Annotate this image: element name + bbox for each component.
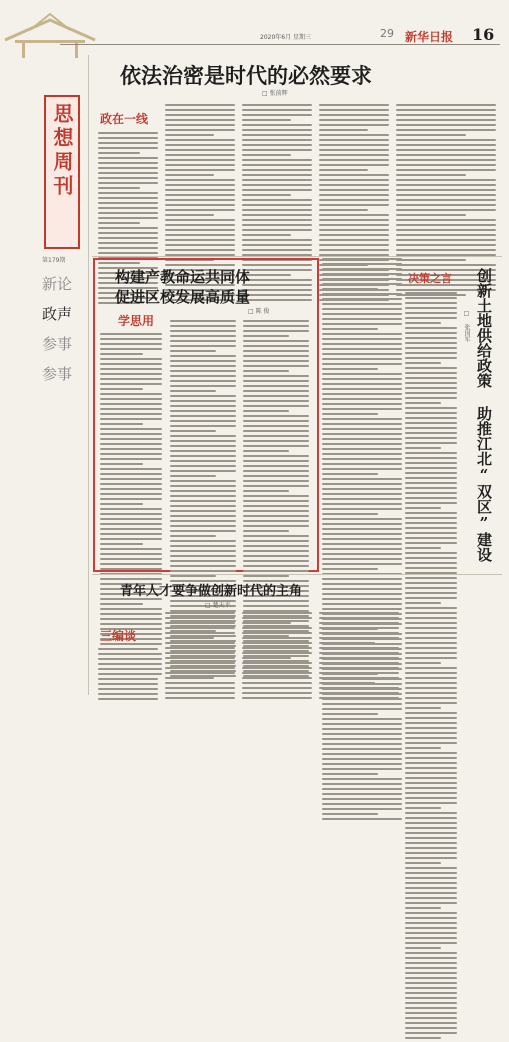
column-title: 思想周刊: [50, 103, 74, 199]
middle-headline-line1: 构建产教命运共同体: [115, 268, 251, 286]
top-byline: □ 张前辉: [262, 90, 288, 97]
bottom-col-4: [319, 612, 399, 702]
right-tag: 决策之言: [408, 272, 452, 285]
pavilion-icon: [0, 0, 100, 62]
bottom-headline: 青年人才要争做创新时代的主角: [120, 584, 303, 599]
right-col: [405, 292, 457, 1042]
issue-number: 29: [380, 27, 394, 40]
masthead-decoration: [0, 0, 100, 62]
issue-label: 第179期: [42, 257, 66, 264]
top-bottom-rule: [92, 256, 502, 257]
sidebar: [40, 95, 80, 395]
top-headline: 依法治密是时代的必然要求: [120, 63, 372, 88]
sidebar-item-2[interactable]: 参事: [42, 335, 73, 353]
middle-tag: 学思用: [118, 314, 155, 328]
sidebar-item-0[interactable]: 新论: [42, 275, 73, 293]
bottom-col-3: [242, 612, 312, 702]
sidebar-item-3[interactable]: 参事: [42, 365, 73, 383]
bottom-byline: □ 楚天平: [205, 602, 231, 609]
mid-right-col: [322, 258, 402, 823]
middle-byline: □ 陈 俊: [248, 308, 270, 315]
right-headline: 创新土地供给政策 助推江北“双区”建设: [475, 268, 493, 562]
bottom-col-1: [98, 648, 158, 703]
bottom-col-2: [165, 612, 235, 702]
bottom-tag: 三编谈: [100, 629, 137, 643]
date-line: 2020年6月 星期三: [260, 34, 311, 41]
bottom-section-rule: [92, 574, 502, 575]
top-tag: 政在一线: [100, 112, 149, 126]
header-rule: [60, 44, 500, 45]
page-number: 16: [472, 25, 495, 44]
masthead: 新华日报: [405, 30, 454, 44]
sidebar-item-1[interactable]: 政声: [42, 305, 73, 323]
sidebar-divider: [88, 55, 89, 695]
right-byline: □ 张国军: [463, 310, 470, 342]
middle-headline-line2: 促进区校发展高质量: [115, 288, 251, 306]
